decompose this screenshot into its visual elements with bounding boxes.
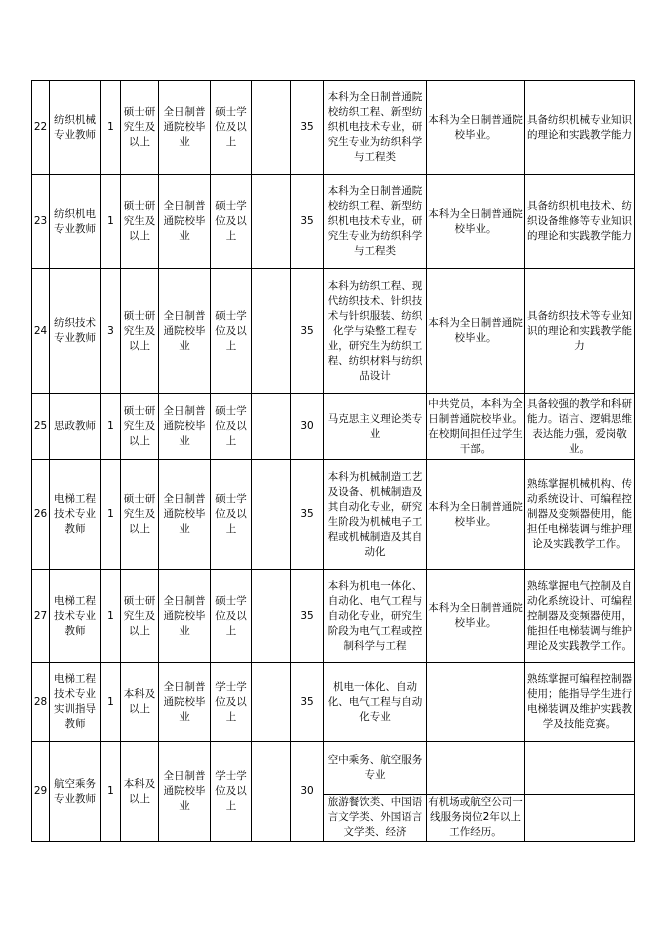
hire-count: 1 — [101, 175, 121, 269]
remark: 熟练掌握机械机构、传动系统设计、可编程控制器及变频器使用，能担任电梯装调与维护理论及实践教学工作。 — [525, 460, 635, 570]
remark: 具备较强的教学和科研能力。语言、逻辑思维表达能力强，爱岗敬业。 — [525, 394, 635, 460]
table-row — [32, 570, 635, 663]
education-level: 本科及以上 — [121, 742, 159, 842]
hire-count: 1 — [101, 460, 121, 570]
row-number: 29 — [32, 742, 50, 842]
table-row — [32, 663, 635, 742]
major-requirement: 马克思主义理论类专业 — [324, 394, 427, 460]
position-name: 纺织技术专业教师 — [50, 269, 101, 394]
age-limit: 30 — [291, 742, 324, 842]
other-requirement: 本科为全日制普通院校毕业。 — [427, 175, 525, 269]
remark: 具备纺织机电技术、纺织设备维修等专业知识的理论和实践教学能力 — [525, 175, 635, 269]
education-type: 全日制普通院校毕业 — [159, 269, 211, 394]
position-name: 思政教师 — [50, 394, 101, 460]
position-name: 纺织机电专业教师 — [50, 175, 101, 269]
education-type: 全日制普通院校毕业 — [159, 175, 211, 269]
blank-cell — [252, 663, 291, 742]
table-row — [32, 742, 635, 795]
position-name: 电梯工程技术专业教师 — [50, 460, 101, 570]
age-limit: 35 — [291, 269, 324, 394]
education-type: 全日制普通院校毕业 — [159, 570, 211, 663]
other-requirement: 本科为全日制普通院校毕业。 — [427, 570, 525, 663]
other-requirement — [427, 742, 525, 795]
table-row — [32, 460, 635, 570]
major-requirement: 本科为全日制普通院校纺织工程、新型纺织机电技术专业，研究生专业为纺织科学与工程类 — [324, 175, 427, 269]
hire-count: 1 — [101, 663, 121, 742]
table-row — [32, 81, 635, 175]
remark — [525, 742, 635, 795]
row-number: 23 — [32, 175, 50, 269]
blank-cell — [252, 175, 291, 269]
remark: 熟练掌握电气控制及自动化系统设计、可编程控制器及变频器使用，能担任电梯装调与维护理论及实践教学工作。 — [525, 570, 635, 663]
remark: 具备纺织技术等专业知识的理论和实践教学能力 — [525, 269, 635, 394]
row-number: 26 — [32, 460, 50, 570]
age-limit: 35 — [291, 175, 324, 269]
education-type: 全日制普通院校毕业 — [159, 663, 211, 742]
major-requirement: 本科为纺织工程、现代纺织技术、针织技术与针织服装、纺织化学与染整工程专业，研究生为纺织工程、纺织材料与纺织品设计 — [324, 269, 427, 394]
degree-requirement: 硕士学位及以上 — [211, 394, 252, 460]
other-requirement: 中共党员，本科为全日制普通院校毕业。在校期间担任过学生干部。 — [427, 394, 525, 460]
blank-cell — [252, 742, 291, 842]
education-type: 全日制普通院校毕业 — [159, 742, 211, 842]
education-level: 硕士研究生及以上 — [121, 570, 159, 663]
age-limit: 35 — [291, 663, 324, 742]
table-row — [32, 269, 635, 394]
degree-requirement: 学士学位及以上 — [211, 742, 252, 842]
blank-cell — [252, 81, 291, 175]
major-requirement: 本科为机电一体化、自动化、电气工程与自动化专业，研究生阶段为电气工程或控制科学与工程 — [324, 570, 427, 663]
row-number: 24 — [32, 269, 50, 394]
other-requirement — [427, 663, 525, 742]
education-level: 硕士研究生及以上 — [121, 394, 159, 460]
major-requirement: 旅游餐饮类、中国语言文学类、外国语言文学类、经济 — [324, 795, 427, 842]
education-level: 硕士研究生及以上 — [121, 460, 159, 570]
education-level: 本科及以上 — [121, 663, 159, 742]
age-limit: 30 — [291, 394, 324, 460]
remark: 具备纺织机械专业知识的理论和实践教学能力 — [525, 81, 635, 175]
degree-requirement: 硕士学位及以上 — [211, 175, 252, 269]
hire-count: 1 — [101, 742, 121, 842]
row-number: 28 — [32, 663, 50, 742]
major-requirement: 本科为全日制普通院校纺织工程、新型纺织机电技术专业，研究生专业为纺织科学与工程类 — [324, 81, 427, 175]
hire-count: 1 — [101, 570, 121, 663]
hire-count: 1 — [101, 81, 121, 175]
degree-requirement: 硕士学位及以上 — [211, 460, 252, 570]
blank-cell — [252, 269, 291, 394]
education-type: 全日制普通院校毕业 — [159, 460, 211, 570]
position-name: 纺织机械专业教师 — [50, 81, 101, 175]
remark: 熟练掌握可编程控制器使用；能指导学生进行电梯装调及维护实践教学及技能竞赛。 — [525, 663, 635, 742]
major-requirement: 机电一体化、自动化、电气工程与自动化专业 — [324, 663, 427, 742]
position-name: 航空乘务专业教师 — [50, 742, 101, 842]
blank-cell — [252, 460, 291, 570]
age-limit: 35 — [291, 81, 324, 175]
other-requirement: 本科为全日制普通院校毕业。 — [427, 460, 525, 570]
education-level: 硕士研究生及以上 — [121, 81, 159, 175]
degree-requirement: 学士学位及以上 — [211, 663, 252, 742]
recruitment-table — [31, 80, 635, 842]
education-type: 全日制普通院校毕业 — [159, 394, 211, 460]
remark — [525, 795, 635, 842]
education-type: 全日制普通院校毕业 — [159, 81, 211, 175]
degree-requirement: 硕士学位及以上 — [211, 81, 252, 175]
other-requirement: 本科为全日制普通院校毕业。 — [427, 269, 525, 394]
blank-cell — [252, 570, 291, 663]
other-requirement: 有机场或航空公司一线服务岗位2年以上工作经历。 — [427, 795, 525, 842]
position-name: 电梯工程技术专业实训指导教师 — [50, 663, 101, 742]
age-limit: 35 — [291, 570, 324, 663]
table-row — [32, 394, 635, 460]
position-name: 电梯工程技术专业教师 — [50, 570, 101, 663]
table-row — [32, 175, 635, 269]
degree-requirement: 硕士学位及以上 — [211, 570, 252, 663]
blank-cell — [252, 394, 291, 460]
other-requirement: 本科为全日制普通院校毕业。 — [427, 81, 525, 175]
row-number: 25 — [32, 394, 50, 460]
age-limit: 35 — [291, 460, 324, 570]
education-level: 硕士研究生及以上 — [121, 175, 159, 269]
degree-requirement: 硕士学位及以上 — [211, 269, 252, 394]
education-level: 硕士研究生及以上 — [121, 269, 159, 394]
hire-count: 3 — [101, 269, 121, 394]
row-number: 27 — [32, 570, 50, 663]
hire-count: 1 — [101, 394, 121, 460]
major-requirement: 本科为机械制造工艺及设备、机械制造及其自动化专业，研究生阶段为机械电子工程或机械制造及其自动化 — [324, 460, 427, 570]
major-requirement: 空中乘务、航空服务专业 — [324, 742, 427, 795]
row-number: 22 — [32, 81, 50, 175]
